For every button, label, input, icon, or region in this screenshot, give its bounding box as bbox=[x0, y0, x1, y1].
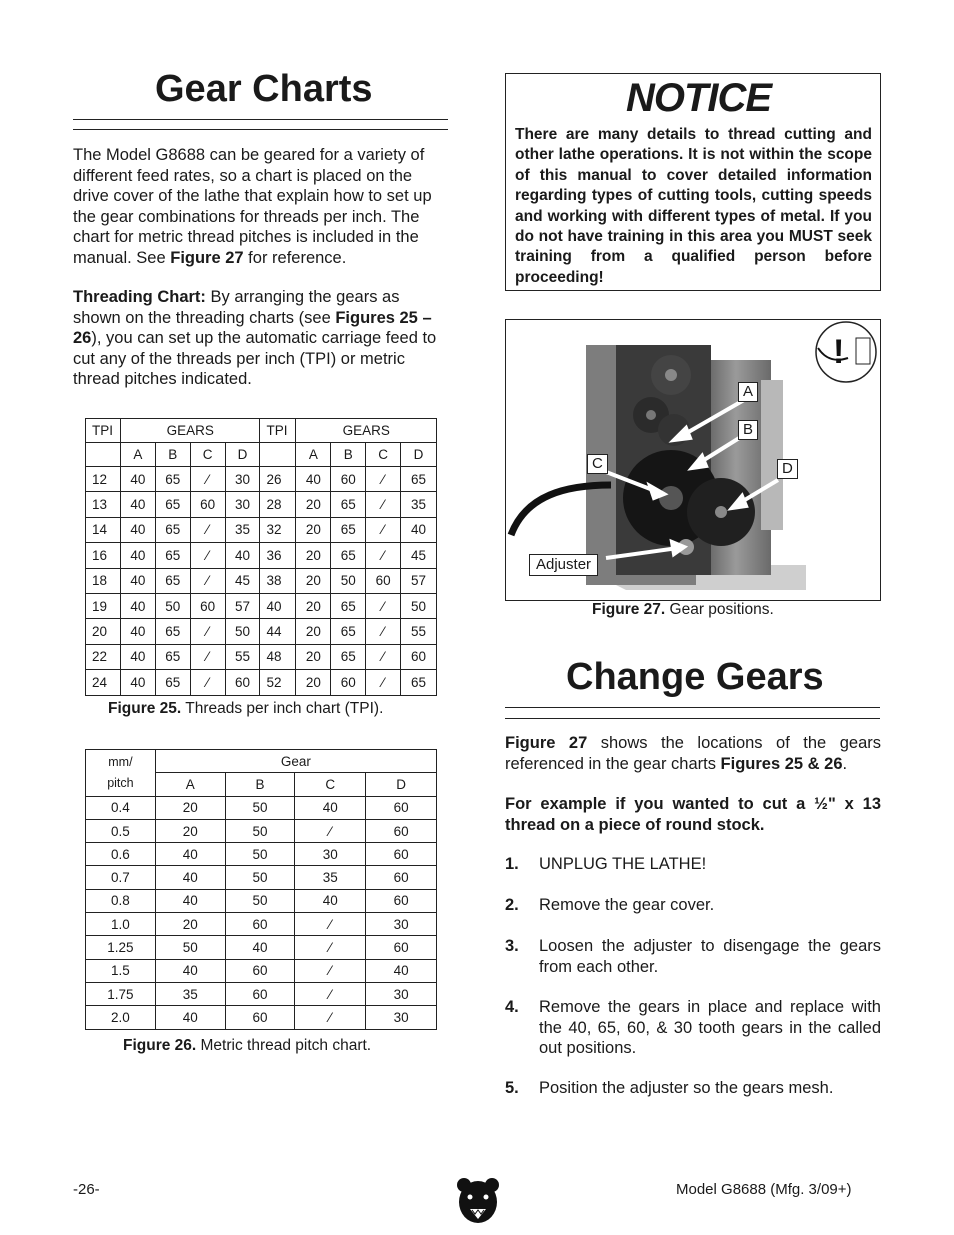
table-cell: 2.0 bbox=[86, 1006, 156, 1029]
table-cell: 60 bbox=[331, 467, 366, 492]
col-header: B bbox=[155, 443, 190, 467]
model-footer: Model G8688 (Mfg. 3/09+) bbox=[676, 1181, 852, 1198]
label-adjuster: Adjuster bbox=[529, 554, 598, 576]
table-cell: 40 bbox=[120, 517, 155, 542]
col-header: D bbox=[401, 443, 437, 467]
table-cell: 28 bbox=[260, 492, 296, 517]
table-cell: 55 bbox=[401, 619, 437, 644]
table-cell: 50 bbox=[401, 593, 437, 618]
table-cell: 60 bbox=[225, 959, 295, 982]
table-cell: 40 bbox=[120, 543, 155, 568]
table-cell: 48 bbox=[260, 644, 296, 669]
table-row bbox=[86, 543, 437, 568]
table-cell: 60 bbox=[225, 670, 260, 695]
label-d: D bbox=[777, 459, 798, 479]
metric-chart-table bbox=[85, 749, 437, 1030]
table-cell: 45 bbox=[225, 568, 260, 593]
table-cell: 1.75 bbox=[86, 982, 156, 1005]
step-2: 2. Remove the gear cover. bbox=[505, 896, 715, 914]
table-cell: 20 bbox=[86, 619, 121, 644]
title-rule-bottom bbox=[73, 129, 448, 130]
change-gears-intro: Figure 27 shows the locations of the gears referenced in the gear charts Figures 25 & 26. bbox=[505, 734, 881, 773]
table-cell: 26 bbox=[260, 467, 296, 492]
threading-chart-paragraph: Threading Chart: By arranging the gears as shown on the threading charts (see Figures 25 – 26), you can set up the automatic carriage feed to cut any of the threads per inch (TPI) or metric thread pitches indicated. bbox=[73, 288, 437, 388]
table-row bbox=[86, 670, 437, 695]
step-5: 5. Position the adjuster so the gears mesh. bbox=[505, 1079, 834, 1097]
change-gears-title: Change Gears bbox=[566, 656, 824, 698]
table-cell: 65 bbox=[401, 467, 437, 492]
table-row bbox=[86, 819, 437, 842]
step-3: 3. Loosen the adjuster to disengage the gears from each other. bbox=[505, 937, 881, 976]
table-cell: 65 bbox=[155, 467, 190, 492]
table-cell: 60 bbox=[366, 936, 437, 959]
table-cell: 40 bbox=[225, 543, 260, 568]
table-cell: 40 bbox=[120, 492, 155, 517]
table-cell: 65 bbox=[155, 619, 190, 644]
step-1: 1. UNPLUG THE LATHE! bbox=[505, 855, 707, 873]
table-cell: ⁄ bbox=[190, 670, 225, 695]
table-row bbox=[86, 796, 437, 819]
table-cell: 13 bbox=[86, 492, 121, 517]
table-cell: 40 bbox=[366, 959, 437, 982]
table-cell: 57 bbox=[225, 593, 260, 618]
label-a: A bbox=[738, 382, 758, 402]
table-cell: 12 bbox=[86, 467, 121, 492]
notice-title: NOTICE bbox=[626, 76, 772, 120]
table-cell: 40 bbox=[120, 467, 155, 492]
table-cell: 20 bbox=[155, 819, 225, 842]
col-header: A bbox=[296, 443, 331, 467]
col-header: C bbox=[295, 773, 366, 796]
table-cell: 20 bbox=[296, 670, 331, 695]
table-cell: 32 bbox=[260, 517, 296, 542]
table-cell: 35 bbox=[225, 517, 260, 542]
table-cell: ⁄ bbox=[366, 543, 401, 568]
table-cell: 45 bbox=[401, 543, 437, 568]
gear-charts-title: Gear Charts bbox=[155, 68, 373, 110]
col-header: A bbox=[155, 773, 225, 796]
table-cell: 16 bbox=[86, 543, 121, 568]
table-cell: 60 bbox=[225, 982, 295, 1005]
table-cell: 60 bbox=[331, 670, 366, 695]
table-cell: 50 bbox=[155, 936, 225, 959]
table-cell: 0.8 bbox=[86, 889, 156, 912]
tpi-header: TPI bbox=[86, 419, 121, 443]
table-cell: ⁄ bbox=[295, 819, 366, 842]
table-cell: 60 bbox=[366, 819, 437, 842]
table-cell: 30 bbox=[225, 467, 260, 492]
metric-header-row bbox=[86, 750, 437, 773]
table-cell: 40 bbox=[401, 517, 437, 542]
table-row bbox=[86, 889, 437, 912]
table-cell: 40 bbox=[155, 843, 225, 866]
table-cell: ⁄ bbox=[190, 568, 225, 593]
notice-box bbox=[505, 73, 881, 291]
table-cell: 30 bbox=[366, 913, 437, 936]
table-cell: 1.0 bbox=[86, 913, 156, 936]
gears-header: GEARS bbox=[296, 419, 437, 443]
table-cell: 40 bbox=[295, 889, 366, 912]
tpi-header: TPI bbox=[260, 419, 296, 443]
table-cell: 0.4 bbox=[86, 796, 156, 819]
tpi-header-row bbox=[86, 419, 437, 443]
table-row bbox=[86, 936, 437, 959]
table-cell: 20 bbox=[296, 644, 331, 669]
table-cell: ⁄ bbox=[190, 517, 225, 542]
table-cell: 40 bbox=[155, 889, 225, 912]
table-cell: 65 bbox=[331, 543, 366, 568]
table-cell: ⁄ bbox=[295, 936, 366, 959]
table-cell: 50 bbox=[155, 593, 190, 618]
page-number: -26- bbox=[73, 1181, 100, 1198]
table-row bbox=[86, 517, 437, 542]
table-cell: 20 bbox=[296, 619, 331, 644]
table-cell: 0.5 bbox=[86, 819, 156, 842]
table-cell: 65 bbox=[331, 517, 366, 542]
table-cell: 50 bbox=[225, 843, 295, 866]
table-cell: 35 bbox=[155, 982, 225, 1005]
title-rule-bottom bbox=[505, 718, 880, 719]
table-cell: 55 bbox=[225, 644, 260, 669]
table-cell: 65 bbox=[155, 670, 190, 695]
notice-body: There are many details to thread cutting and other lathe operations. It is not within the scope of this manual to cover detailed information regarding types of cutting tools, cutting speeds and working with different types of metal. If you do not have training in this area you MUST seek training from a qualified person before proceeding! bbox=[515, 126, 872, 286]
table-cell: 24 bbox=[86, 670, 121, 695]
table-cell: 60 bbox=[366, 889, 437, 912]
table-row bbox=[86, 982, 437, 1005]
table-cell: 50 bbox=[225, 796, 295, 819]
table-cell: 1.25 bbox=[86, 936, 156, 959]
table-cell: 1.5 bbox=[86, 959, 156, 982]
table-cell: 50 bbox=[225, 819, 295, 842]
col-header: D bbox=[366, 773, 437, 796]
title-rule-top bbox=[505, 707, 880, 708]
table-cell: 57 bbox=[401, 568, 437, 593]
table-cell: 40 bbox=[295, 796, 366, 819]
table-cell: ⁄ bbox=[366, 593, 401, 618]
table-cell: 65 bbox=[155, 568, 190, 593]
table-cell: 65 bbox=[331, 619, 366, 644]
table-cell: 20 bbox=[155, 796, 225, 819]
table-cell: 36 bbox=[260, 543, 296, 568]
table-cell: 40 bbox=[260, 593, 296, 618]
table-cell: 30 bbox=[366, 982, 437, 1005]
table-cell: 52 bbox=[260, 670, 296, 695]
table-cell: 19 bbox=[86, 593, 121, 618]
table-cell: 20 bbox=[296, 543, 331, 568]
gear-letter-row bbox=[86, 443, 437, 467]
table-cell: 14 bbox=[86, 517, 121, 542]
table-row bbox=[86, 619, 437, 644]
table-cell: ⁄ bbox=[295, 959, 366, 982]
table-cell: ⁄ bbox=[366, 619, 401, 644]
table-row bbox=[86, 467, 437, 492]
table-row bbox=[86, 843, 437, 866]
gear-positions-photo bbox=[505, 319, 881, 601]
figure-25-caption: Figure 25. Threads per inch chart (TPI). bbox=[108, 700, 384, 717]
col-header: A bbox=[120, 443, 155, 467]
label-b: B bbox=[738, 420, 758, 440]
table-cell: 60 bbox=[366, 843, 437, 866]
gears-header: GEARS bbox=[120, 419, 260, 443]
table-row bbox=[86, 913, 437, 936]
table-cell: 20 bbox=[296, 492, 331, 517]
table-row bbox=[86, 866, 437, 889]
table-cell: 40 bbox=[155, 959, 225, 982]
table-cell: 30 bbox=[225, 492, 260, 517]
table-cell: ⁄ bbox=[295, 1006, 366, 1029]
table-cell: 0.6 bbox=[86, 843, 156, 866]
table-cell: 60 bbox=[225, 913, 295, 936]
table-cell: 20 bbox=[296, 568, 331, 593]
table-cell: 60 bbox=[401, 644, 437, 669]
table-cell: 60 bbox=[366, 796, 437, 819]
table-cell: ⁄ bbox=[366, 492, 401, 517]
table-cell: 65 bbox=[155, 644, 190, 669]
table-cell: 35 bbox=[401, 492, 437, 517]
table-row bbox=[86, 959, 437, 982]
figure-27-caption: Figure 27. Gear positions. bbox=[592, 601, 774, 618]
table-cell: 40 bbox=[120, 644, 155, 669]
table-cell: 20 bbox=[296, 593, 331, 618]
table-cell: 35 bbox=[295, 866, 366, 889]
table-cell: 65 bbox=[155, 543, 190, 568]
table-cell: 40 bbox=[120, 593, 155, 618]
col-header: D bbox=[225, 443, 260, 467]
gear-header: Gear bbox=[155, 750, 436, 773]
table-cell: 30 bbox=[295, 843, 366, 866]
table-cell: 44 bbox=[260, 619, 296, 644]
table-cell: 20 bbox=[155, 913, 225, 936]
table-cell: 65 bbox=[331, 492, 366, 517]
table-cell: ⁄ bbox=[366, 467, 401, 492]
table-cell: 38 bbox=[260, 568, 296, 593]
col-header: C bbox=[190, 443, 225, 467]
table-cell: 65 bbox=[155, 492, 190, 517]
table-cell: ⁄ bbox=[295, 982, 366, 1005]
table-cell: 50 bbox=[225, 889, 295, 912]
table-cell: 40 bbox=[155, 1006, 225, 1029]
col-header: B bbox=[225, 773, 295, 796]
table-row bbox=[86, 492, 437, 517]
table-cell: 20 bbox=[296, 517, 331, 542]
table-cell: 40 bbox=[120, 568, 155, 593]
table-row bbox=[86, 1006, 437, 1029]
table-cell: ⁄ bbox=[190, 619, 225, 644]
label-c: C bbox=[587, 454, 608, 474]
col-header: B bbox=[331, 443, 366, 467]
table-cell: 65 bbox=[331, 593, 366, 618]
figure-26-caption: Figure 26. Metric thread pitch chart. bbox=[123, 1037, 372, 1054]
step-4: 4. Remove the gears in place and replace with the 40, 65, 60, & 30 tooth gears in the called out positions. bbox=[505, 998, 881, 1057]
table-cell: 60 bbox=[366, 866, 437, 889]
table-cell: 60 bbox=[366, 568, 401, 593]
table-cell: 50 bbox=[225, 619, 260, 644]
col-header: C bbox=[366, 443, 401, 467]
table-row bbox=[86, 593, 437, 618]
table-cell: 50 bbox=[225, 866, 295, 889]
title-rule-top bbox=[73, 119, 448, 120]
table-cell: 40 bbox=[296, 467, 331, 492]
table-cell: 40 bbox=[225, 936, 295, 959]
table-cell: 22 bbox=[86, 644, 121, 669]
tpi-chart-table bbox=[85, 418, 437, 696]
example-paragraph: For example if you wanted to cut a ½" x 13 thread on a piece of round stock. bbox=[505, 795, 881, 834]
table-cell: 60 bbox=[225, 1006, 295, 1029]
table-cell: 65 bbox=[331, 644, 366, 669]
table-cell: 40 bbox=[155, 866, 225, 889]
table-cell: 40 bbox=[120, 670, 155, 695]
warning-exclamation: ! bbox=[833, 333, 845, 371]
gear-charts-intro: The Model G8688 can be geared for a variety of different feed rates, so a chart is placed on the drive cover of the lathe that explain how to set up the gear combinations for threads per inch. The chart for metric thread pitches is included in the manual. See Figure 27 for reference. bbox=[73, 146, 432, 267]
table-cell: ⁄ bbox=[295, 913, 366, 936]
table-cell: 18 bbox=[86, 568, 121, 593]
table-cell: ⁄ bbox=[366, 644, 401, 669]
table-row bbox=[86, 568, 437, 593]
table-cell: ⁄ bbox=[190, 467, 225, 492]
table-cell: 65 bbox=[155, 517, 190, 542]
table-row bbox=[86, 644, 437, 669]
table-cell: 60 bbox=[190, 593, 225, 618]
table-cell: 30 bbox=[366, 1006, 437, 1029]
table-cell: ⁄ bbox=[190, 543, 225, 568]
table-cell: ⁄ bbox=[366, 517, 401, 542]
mm-pitch-header: mm/ pitch bbox=[86, 750, 156, 797]
table-cell: 60 bbox=[190, 492, 225, 517]
table-cell: 50 bbox=[331, 568, 366, 593]
table-cell: 0.7 bbox=[86, 866, 156, 889]
table-cell: 40 bbox=[120, 619, 155, 644]
bear-logo-icon bbox=[455, 1175, 501, 1225]
table-cell: 65 bbox=[401, 670, 437, 695]
table-cell: ⁄ bbox=[366, 670, 401, 695]
table-cell: ⁄ bbox=[190, 644, 225, 669]
